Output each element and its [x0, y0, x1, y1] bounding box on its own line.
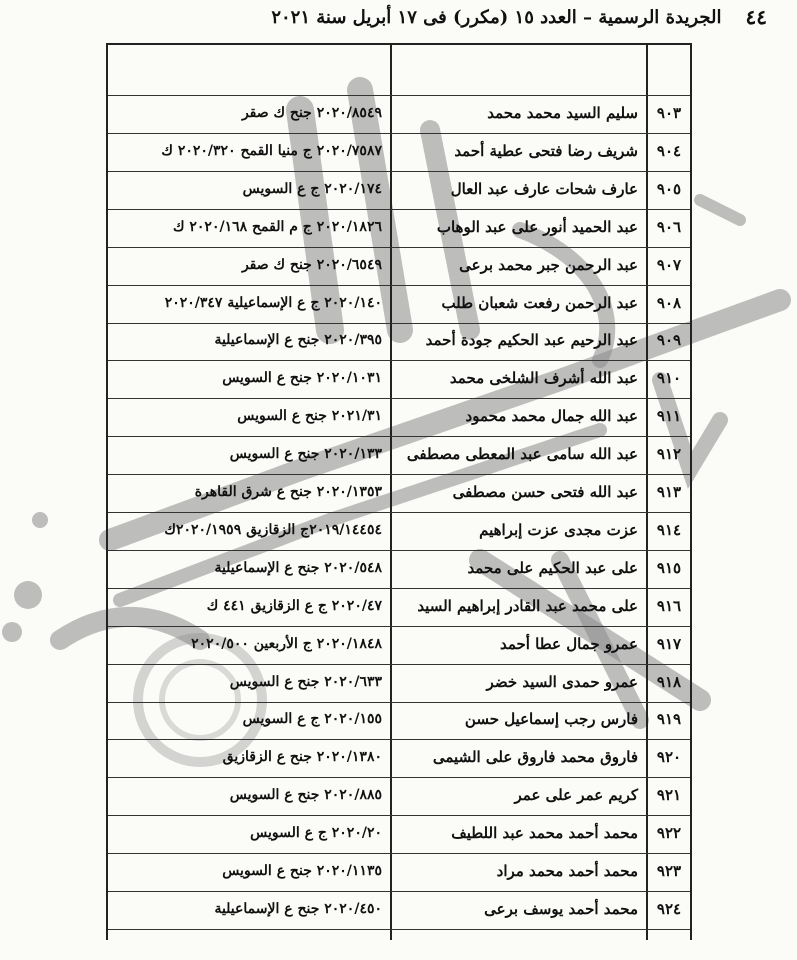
person-name: سليم السيد محمد محمد	[487, 104, 638, 122]
table-row	[108, 398, 690, 437]
person-name: عبد الرحمن رفعت شعبان طلب	[441, 293, 638, 312]
person-name: عبد الرحيم عبد الحكيم جودة أحمد	[425, 331, 638, 350]
table-row	[108, 133, 690, 172]
table-row	[108, 322, 690, 361]
case-reference: ٢٠٢٠/٨٨٥ جنح ع السويس	[229, 787, 382, 804]
row-number: ٩١٢	[656, 445, 682, 464]
row-number: ٩٢٣	[656, 862, 682, 880]
case-reference: ٢٠٢٠/٧٥٨٧ ج منيا القمح ٢٠٢٠/٣٢٠ ك	[161, 142, 382, 159]
row-number: ٩١٣	[656, 483, 682, 501]
row-number: ٩١٦	[656, 596, 682, 615]
row-number: ٩٢٤	[656, 899, 682, 918]
table-header-row	[108, 45, 690, 96]
case-reference: ٢٠٢٠/٤٧ ج ع الزقازيق ٤٤١ ك	[206, 597, 382, 614]
table-row	[108, 550, 690, 589]
person-name: شريف رضا فتحى عطية أحمد	[454, 141, 638, 160]
table-row	[108, 626, 690, 665]
row-number: ٩٠٤	[656, 141, 682, 160]
page-number: ٤٤	[745, 5, 767, 29]
person-name: عبد الله فتحى حسن مصطفى	[452, 483, 638, 501]
row-number: ٩٠٨	[656, 293, 682, 312]
person-name: محمد أحمد محمد عبد اللطيف	[451, 824, 638, 843]
records-table	[106, 43, 692, 940]
case-reference: ٢٠٢٠/١٤٠ ج ع الإسماعيلية ٢٠٢٠/٣٤٧	[164, 294, 382, 311]
table-row	[108, 474, 690, 513]
person-name: عبد الحميد أنور على عبد الوهاب	[436, 217, 638, 236]
case-reference: ٢٠٢٠/١٨٢٦ ج م القمح ٢٠٢٠/١٦٨ ك	[172, 218, 382, 235]
table-row	[108, 777, 690, 816]
case-reference: ٢٠٢٠/١٣٨٠ جنح ع الزقازيق	[222, 749, 382, 766]
person-name: فاروق محمد فاروق على الشيمى	[432, 748, 638, 767]
case-reference: ٢٠١٩/١٤٤٥٤ج الزقازيق ٢٠٢٠/١٩٥٩ك	[164, 521, 382, 538]
person-name: عزت مجدى عزت إبراهيم	[479, 520, 638, 539]
case-reference: ٢٠٢٠/٦٥٤٩ جنح ك صقر	[241, 256, 382, 273]
table-row	[108, 285, 690, 324]
case-reference: ٢٠٢٠/٦٣٣ جنح ع السويس	[229, 673, 382, 690]
row-number: ٩٢٢	[656, 824, 682, 843]
table-row	[108, 588, 690, 627]
person-name: على محمد عبد القادر إبراهيم السيد	[417, 596, 638, 615]
table-row	[108, 701, 690, 740]
table-row	[108, 739, 690, 778]
person-name: كريم عمر على عمر	[514, 786, 638, 805]
table-row	[108, 664, 690, 703]
table-row	[108, 360, 690, 399]
row-number: ٩١٨	[656, 672, 682, 691]
row-number: ٩٠٦	[656, 217, 682, 236]
row-number: ٩٠٧	[656, 255, 682, 274]
row-number: ٩٠٩	[656, 331, 682, 350]
row-number: ٩٢١	[656, 786, 682, 805]
person-name: محمد أحمد يوسف برعى	[484, 899, 638, 918]
row-number: ٩١٤	[656, 520, 682, 539]
table-row	[108, 512, 690, 551]
row-number: ٩٠٣	[656, 104, 682, 122]
case-reference: ٢٠٢٠/١١٣٥ جنح ع السويس	[222, 863, 382, 879]
row-number: ٩١٩	[656, 710, 682, 729]
table-row	[108, 815, 690, 854]
row-number: ٩١٧	[656, 634, 682, 653]
case-reference: ٢٠٢١/٣١ جنح ع السويس	[237, 408, 382, 425]
case-reference: ٢٠٢٠/١٠٣١ جنح ع السويس	[222, 370, 382, 387]
case-reference: ٢٠٢٠/٥٤٨ جنح ع الإسماعيلية	[214, 559, 382, 576]
case-reference: ٢٠٢٠/١٧٤ ج ع السويس	[242, 180, 382, 197]
table-row	[108, 891, 690, 930]
row-number: ٩١٠	[656, 369, 682, 388]
person-name: على عبد الحكيم على محمد	[467, 558, 638, 577]
table-row	[108, 209, 690, 248]
person-name: عبد الرحمن جبر محمد برعى	[459, 255, 638, 274]
person-name: عبد الله سامى عبد المعطى مصطفى	[406, 445, 638, 464]
table-row	[108, 95, 690, 134]
case-reference: ٢٠٢٠/٤٥٠ جنح ع الإسماعيلية	[214, 900, 382, 917]
row-number: ٩١١	[656, 407, 682, 426]
person-name: عبد الله أشرف الشلخى محمد	[449, 369, 638, 388]
case-reference: ٢٠٢٠/٣٩٥ جنح ع الإسماعيلية	[214, 332, 382, 349]
person-name: محمد أحمد محمد مراد	[496, 862, 638, 880]
row-number: ٩١٥	[656, 558, 682, 577]
table-row	[108, 247, 690, 286]
gazette-title: الجريدة الرسمية – العدد ١٥ (مكرر) فى ١٧ أبريل سنة ٢٠٢١	[271, 6, 722, 28]
person-name: عمرو جمال عطا أحمد	[499, 634, 638, 653]
row-number: ٩٠٥	[656, 179, 682, 198]
table-row	[108, 853, 690, 892]
case-reference: ٢٠٢٠/١٣٣ جنح ع السويس	[229, 446, 382, 463]
case-reference: ٢٠٢٠/١٥٥ ج ع السويس	[242, 711, 382, 728]
table-row	[108, 171, 690, 210]
page-header	[150, 2, 767, 32]
case-reference: ٢٠٢٠/٨٥٤٩ جنح ك صقر	[241, 105, 382, 121]
person-name: عمرو حمدى السيد خضر	[486, 672, 638, 691]
person-name: فارس رجب إسماعيل حسن	[464, 710, 638, 729]
person-name: عبد الله جمال محمد محمود	[465, 407, 638, 426]
case-reference: ٢٠٢٠/١٣٥٣ جنح ع شرق القاهرة	[194, 484, 382, 500]
table-row	[108, 436, 690, 475]
case-reference: ٢٠٢٠/٢٠ ج ع السويس	[250, 825, 382, 842]
case-reference: ٢٠٢٠/١٨٤٨ ج الأربعين ٢٠٢٠/٥٠٠	[191, 635, 382, 652]
row-number: ٩٢٠	[656, 748, 682, 767]
person-name: عارف شحات عارف عبد العال	[450, 179, 638, 198]
